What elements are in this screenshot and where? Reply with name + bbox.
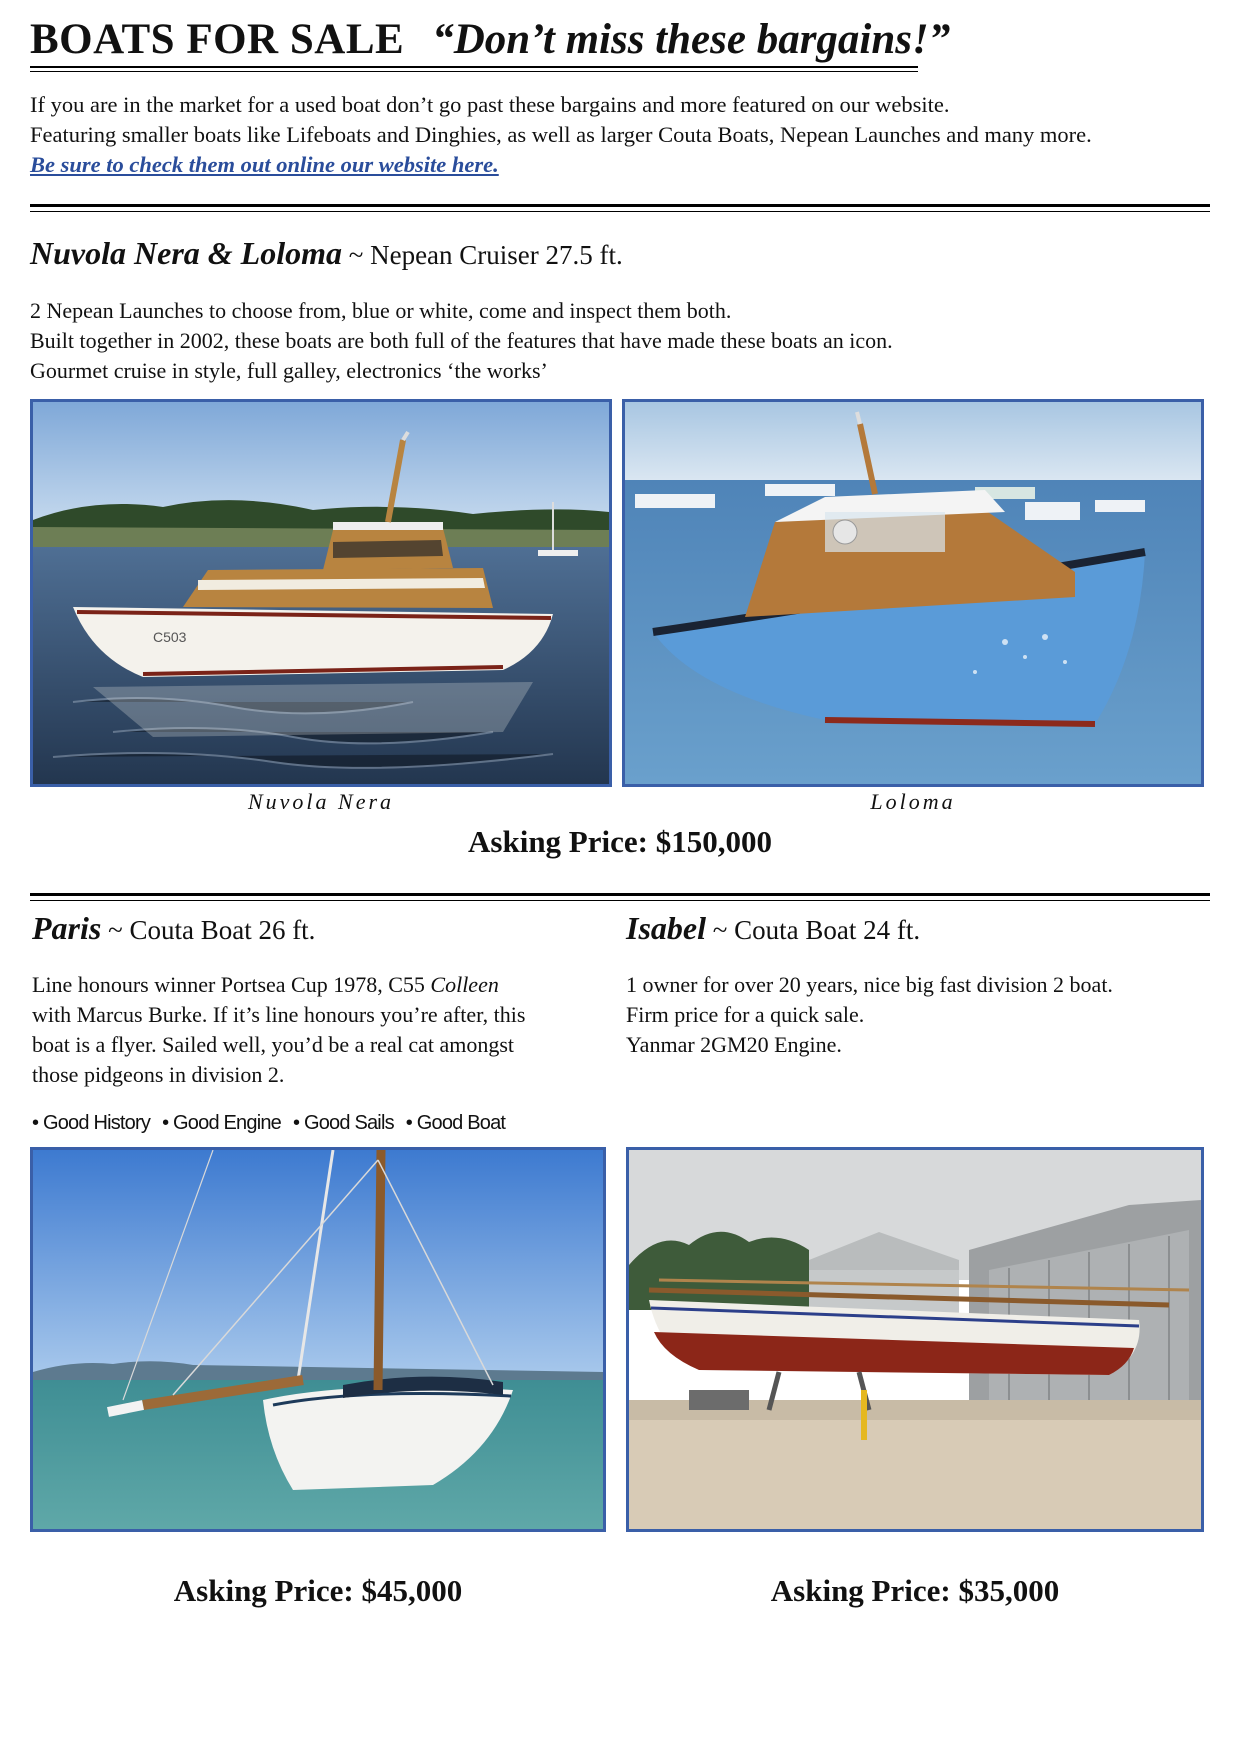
listing-heading-isabel: Isabel ~ Couta Boat 24 ft. bbox=[626, 910, 921, 946]
title-slogan: “Don’t miss these bargains!” bbox=[432, 16, 951, 63]
page-title bbox=[30, 14, 950, 66]
section-divider bbox=[30, 204, 1210, 212]
photo-paris bbox=[30, 1147, 606, 1532]
boat-name: Nuvola Nera & Loloma bbox=[30, 235, 342, 271]
bullet-item: • Good Sails bbox=[293, 1112, 394, 1134]
photo-nuvola-nera bbox=[30, 399, 612, 787]
listing-heading-nepean: Nuvola Nera & Loloma ~ Nepean Cruiser 27.5 ft. bbox=[30, 235, 623, 271]
intro-line-2: Featuring smaller boats like Lifeboats and Dinghies, as well as larger Couta Boats, Nepean Launches and many more. bbox=[30, 122, 1092, 147]
photo-isabel bbox=[626, 1147, 1204, 1532]
boat-name: Isabel bbox=[626, 910, 706, 946]
boat-type: Nepean Cruiser 27.5 ft. bbox=[370, 240, 623, 270]
intro-text bbox=[30, 90, 1220, 180]
website-link[interactable]: Be sure to check them out online our website here. bbox=[30, 152, 499, 177]
section-divider bbox=[30, 893, 1210, 901]
price-paris: Asking Price: $45,000 bbox=[173, 1573, 463, 1608]
title-underline bbox=[30, 66, 918, 68]
title-underline bbox=[30, 71, 918, 72]
caption-loloma: Loloma bbox=[870, 789, 956, 814]
intro-line-1: If you are in the market for a used boat don’t go past these bargains and more featured on our website. bbox=[30, 92, 950, 117]
listing-description-nepean: 2 Nepean Launches to choose from, blue or white, come and inspect them both. Built together in 2002, these boats are both full of the features that have made these boats an icon. Gourmet cruise in style, full galley, electronics ‘the works’ bbox=[30, 298, 893, 383]
price-isabel: Asking Price: $35,000 bbox=[770, 1573, 1060, 1608]
caption-nuvola-nera: Nuvola Nera bbox=[247, 789, 395, 814]
listing-description-isabel: 1 owner for over 20 years, nice big fast division 2 boat. Firm price for a quick sale. Yanmar 2GM20 Engine. bbox=[626, 972, 1113, 1057]
title-main: BOATS FOR SALE bbox=[30, 16, 405, 63]
bullet-item: • Good Engine bbox=[162, 1112, 281, 1134]
feature-bullets bbox=[32, 1112, 517, 1135]
svg-text:C503: C503 bbox=[153, 629, 187, 645]
boat-name: Paris bbox=[32, 910, 102, 946]
listing-heading-paris: Paris ~ Couta Boat 26 ft. bbox=[32, 910, 316, 946]
boat-type: Couta Boat 24 ft. bbox=[734, 915, 921, 945]
photo-loloma bbox=[622, 399, 1204, 787]
listing-description-paris: Line honours winner Portsea Cup 1978, C55 Colleen with Marcus Burke. If it’s line honours you’re after, this boat is a flyer. Sailed well, you’d be a real cat amongst those pidgeons in division 2. bbox=[32, 972, 526, 1087]
bullet-item: • Good Boat bbox=[405, 1112, 506, 1134]
price-nepean: Asking Price: $150,000 bbox=[468, 824, 772, 859]
boat-type: Couta Boat 26 ft. bbox=[129, 915, 316, 945]
bullet-item: • Good History bbox=[32, 1112, 151, 1134]
